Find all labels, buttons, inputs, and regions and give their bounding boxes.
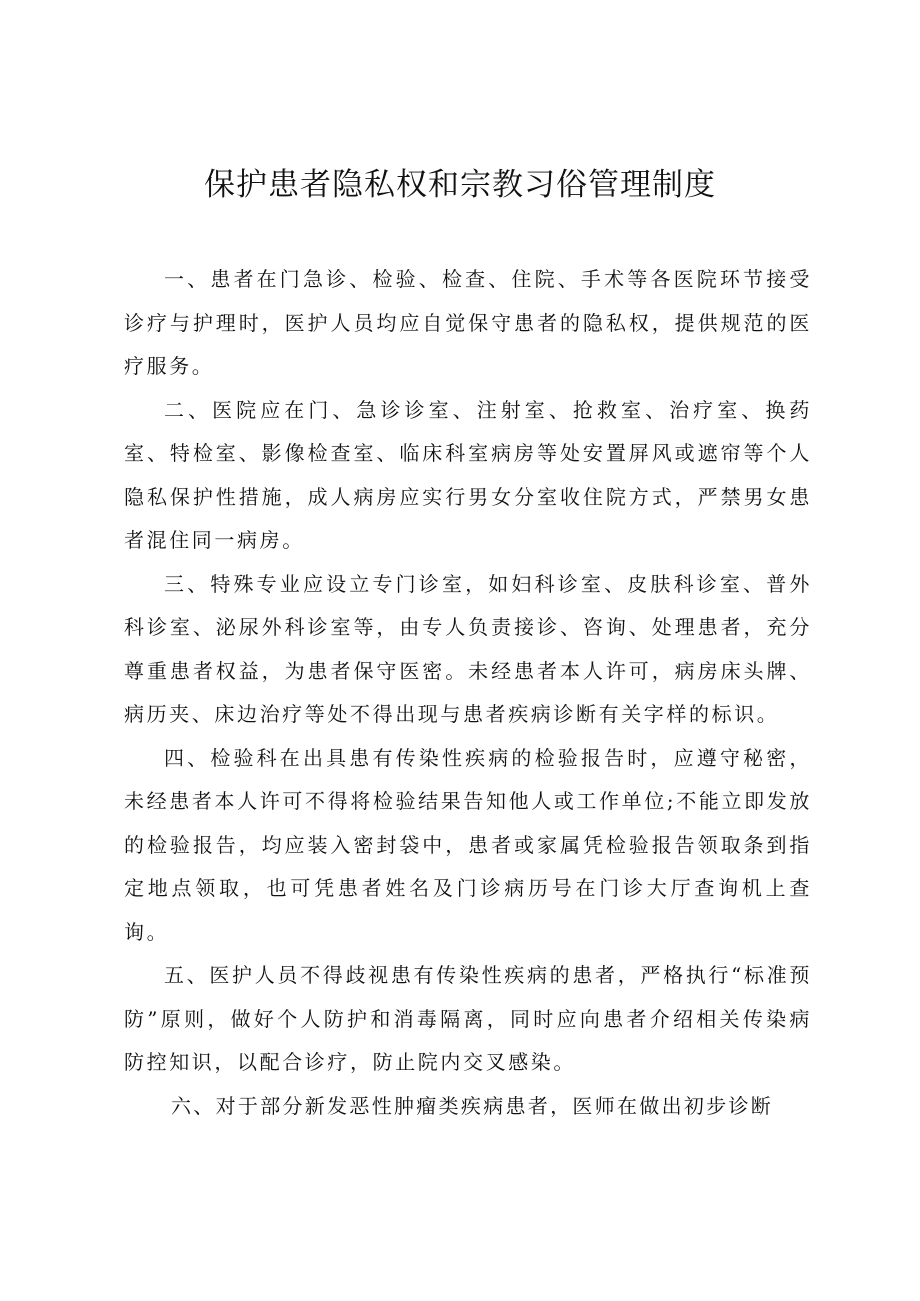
document-body [124,258,812,1128]
paragraph-1: 一、患者在门急诊、检验、检查、住院、手术等各医院环节接受诊疗与护理时，医护人员均应自觉保守患者的隐私权，提供规范的医疗服务。 [124,267,812,378]
paragraph-3: 三、特殊专业应设立专门诊室，如妇科诊室、皮肤科诊室、普外科诊室、泌尿外科诊室等，由专人负责接诊、咨询、处理患者，充分尊重患者权益，为患者保守医密。未经患者本人许可，病房床头牌、病历夹、床边治疗等处不得出现与患者疾病诊断有关字样的标识。 [124,571,812,726]
paragraph-5: 五、医护人员不得歧视患有传染性疾病的患者，严格执行“标准预防”原则，做好个人防护和消毒隔离，同时应向患者介绍相关传染病防控知识，以配合诊疗，防止院内交叉感染。 [124,963,812,1074]
paragraph-4: 四、检验科在出具患有传染性疾病的检验报告时，应遵守秘密，未经患者本人许可不得将检验结果告知他人或工作单位;不能立即发放的检验报告，均应装入密封袋中，患者或家属凭检验报告领取条到指定地点领取，也可凭患者姓名及门诊病历号在门诊大厅查询机上查询。 [124,745,812,944]
paragraph-6: 六、对于部分新发恶性肿瘤类疾病患者，医师在做出初步诊断 [171,1093,774,1118]
document-title: 保护患者隐私权和宗教习俗管理制度 [204,167,716,203]
paragraph-2: 二、医院应在门、急诊诊室、注射室、抢救室、治疗室、换药室、特检室、影像检查室、临床科室病房等处安置屏风或遮帘等个人隐私保护性措施，成人病房应实行男女分室收住院方式，严禁男女患者混住同一病房。 [124,397,812,552]
